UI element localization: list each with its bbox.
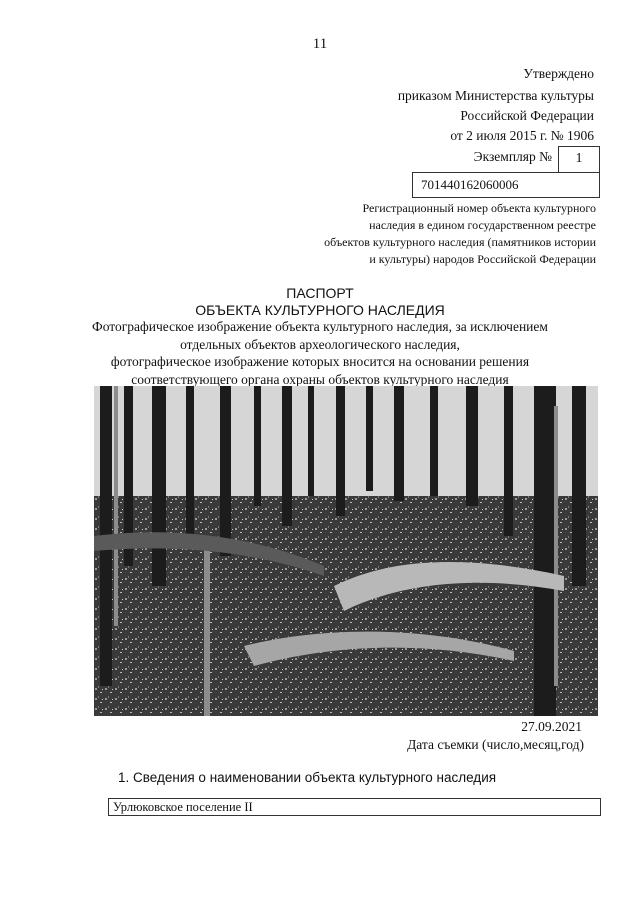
forest-photo-illustration: [94, 386, 598, 716]
copy-number-row: [474, 146, 600, 172]
registration-caption-line: и культуры) народов Российской Федерации: [369, 252, 596, 266]
page-number: 11: [312, 36, 328, 52]
registration-caption-line: Регистрационный номер объекта культурного: [362, 201, 596, 215]
photo-description: [40, 318, 600, 388]
photo-description-line: отдельных объектов археологического наследия,: [180, 336, 460, 352]
approval-line-2: приказом Министерства культуры: [397, 88, 594, 103]
photo-description-line: Фотографическое изображение объекта культурного наследия, за исключением: [92, 319, 548, 334]
approval-line-1: Утверждено: [523, 66, 594, 81]
photo-description-line: соответствующего органа охраны объектов культурного наследия: [131, 371, 509, 387]
copy-number-label: Экземпляр №: [473, 149, 552, 164]
registration-caption-line: объектов культурного наследия (памятников истории: [324, 235, 596, 249]
registration-number-box: 701440162060006: [412, 172, 600, 198]
registration-caption: [266, 200, 596, 268]
object-name-box: Урлюковское поселение II: [108, 798, 601, 816]
shoot-date-caption: Дата съемки (число,месяц,год): [407, 737, 584, 752]
photo-description-line: фотографическое изображение которых вносится на основании решения: [110, 354, 530, 369]
shoot-date: 27.09.2021: [521, 719, 582, 734]
approval-line-3: Российской Федерации: [460, 108, 594, 123]
section-heading: 1. Сведения о наименовании объекта культурного наследия: [118, 770, 497, 785]
copy-number-box: 1: [558, 146, 600, 172]
heritage-site-photo: [94, 386, 598, 716]
passport-title: ПАСПОРТ: [286, 285, 354, 301]
approval-line-4: от 2 июля 2015 г. № 1906: [450, 128, 594, 143]
registration-caption-line: наследия в едином государственном реестре: [369, 218, 596, 232]
passport-subtitle: ОБЪЕКТА КУЛЬТУРНОГО НАСЛЕДИЯ: [195, 302, 445, 318]
